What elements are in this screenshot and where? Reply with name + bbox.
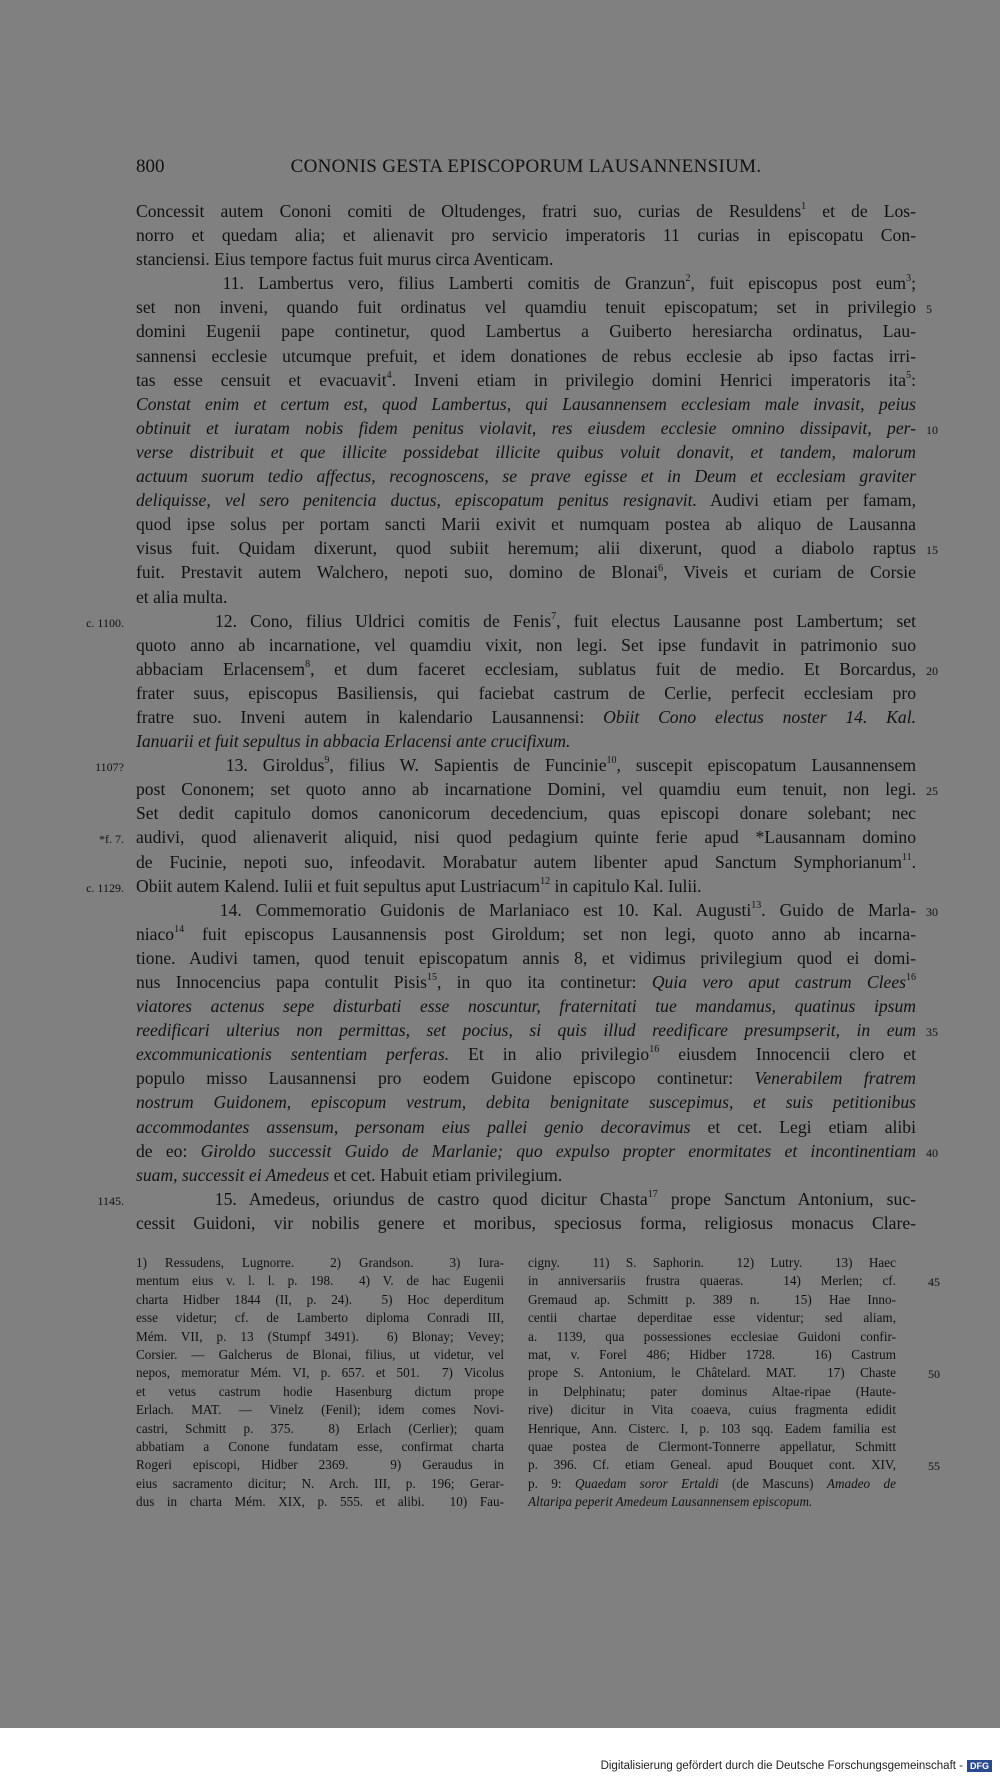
text-line xyxy=(136,850,916,874)
text-line xyxy=(86,609,916,633)
page-header xyxy=(136,156,916,184)
text-line-content: Set dedit capitulo domos canonicorum decedencium, quas episcopi donare solebant; nec xyxy=(136,803,916,824)
text-line-content: fratre suo. Inveni autem in kalendario Lausannensi: Obiit Cono electus noster 14. Kal. xyxy=(136,706,916,727)
text-line xyxy=(95,753,917,777)
funding-credit xyxy=(601,1760,992,1772)
text-line xyxy=(136,801,916,825)
footnote-line: a. 1139, qua possessiones ecclesiae Guidoni confir- xyxy=(528,1328,896,1344)
text-line-content: set non inveni, quando fuit ordinatus vel quamdiu tenuit episcopatum; set in privilegio xyxy=(136,297,916,318)
text-line-content: nus Innocencius papa contulit Pisis$^{15}$, in quo ita continetur: Quia vero aput castrum Clees$^{16}$ xyxy=(136,972,916,992)
text-line-content: populo misso Lausannensi pro eodem Guidone episcopo continetur: Venerabilem fratrem xyxy=(136,1068,916,1089)
text-line-content: Constat enim et certum est, quod Lambertus, qui Lausannensem ecclesiam male invasit, peius xyxy=(136,393,916,414)
text-line xyxy=(136,560,916,584)
text-line xyxy=(136,464,916,488)
text-line-content: audivi, quod alienaverit aliquid, nisi quod pedagium quinte ferie apud *Lausannam domino xyxy=(136,827,916,848)
text-line xyxy=(136,1090,916,1114)
footnote-line: castri, Schmitt p. 375. 8) Erlach (Cerlier); quam xyxy=(136,1420,504,1436)
text-line xyxy=(136,970,916,994)
text-line xyxy=(136,994,916,1018)
footnote-line: charta Hidber 1844 (II, p. 24). 5) Hoc deperditum xyxy=(136,1291,504,1307)
line-number: 10 xyxy=(926,422,938,437)
text-line-content: verse distribuit et que illicite possidebat illicite quibus voluit donavit, et tandem, malorum xyxy=(136,441,916,462)
text-line-content: Ianuarii et fuit sepultus in abbacia Erlacensi ante crucifixum. xyxy=(136,731,571,752)
margin-date: c. 1100. xyxy=(86,615,124,630)
line-number: 25 xyxy=(926,784,938,799)
text-line xyxy=(136,1139,938,1163)
text-line-content: niaco$^{14}$ fuit episcopus Lausannensis post Giroldum; set non legi, quoto anno ab incarna- xyxy=(136,923,916,944)
footnote-line: p. 9: Quaedam soror Ertaldi (de Mascuns) Amadeo de xyxy=(528,1475,896,1491)
text-line xyxy=(136,416,938,440)
text-line xyxy=(136,392,916,416)
text-line-content: tione. Audivi tamen, quod tenuit episcopatum annis 8, et vidimus privilegium quod ei domi- xyxy=(136,947,916,968)
footnote-line: mentum eius v. l. l. p. 198. 4) V. de hac Eugenii xyxy=(136,1273,504,1289)
text-line-content: visus fuit. Quidam dixerunt, quod subiit heremum; alii dixerunt, quod a diabolo raptus xyxy=(136,538,916,559)
text-line-content: quod ipse solus per portam sancti Marii exivit et numquam postea ab aliquo de Lausanna xyxy=(136,514,916,535)
text-line xyxy=(136,681,916,705)
footnote-line: et vetus castrum hodie Hasenburg dictum prope xyxy=(136,1383,504,1399)
text-line xyxy=(136,946,916,970)
footnote-line: in Delphinatu; pater dominus Altae-ripae (Haute- xyxy=(528,1383,896,1399)
line-number: 5 xyxy=(926,302,932,317)
text-line xyxy=(136,368,916,392)
line-number: 15 xyxy=(926,543,938,558)
text-line-content: nostrum Guidonem, episcopum vestrum, debita benignitate suscepimus, et suis petitionibus xyxy=(136,1092,916,1113)
text-line-content: Concessit autem Cononi comiti de Oltudenges, fratri suo, curias de Resuldens$^1$ et de Los- xyxy=(136,201,917,221)
footnote-line: rive) dicitur in Vita coaeva, cuius fragmenta edidit xyxy=(528,1402,896,1418)
margin-date: *f. 7. xyxy=(99,832,124,847)
footnote-line: eius sacramento dicitur; N. Arch. III, p. 196; Gerar- xyxy=(136,1475,504,1491)
footnote-line: Rogeri episcopi, Hidber 2369. 9) Geraudus in xyxy=(136,1457,504,1473)
text-line-content: abbaciam Erlacensem$^8$, et dum faceret ecclesiam, sublatus fuit de medio. Et Borcardus, xyxy=(136,658,916,679)
text-line xyxy=(136,247,916,271)
line-number: 30 xyxy=(926,904,938,919)
text-line xyxy=(97,1187,916,1211)
margin-date: 1145. xyxy=(97,1193,124,1208)
text-line xyxy=(136,295,932,319)
footnotes-left-column xyxy=(136,1254,504,1511)
text-line xyxy=(99,825,916,849)
running-title: CONONIS GESTA EPISCOPORUM LAUSANNENSIUM. xyxy=(290,156,762,177)
text-line-content: 12. Cono, filius Uldrici comitis de Fenis$^7$, fuit electus Lausanne post Lambertum; set xyxy=(136,610,916,631)
text-line-content: reedificari ulterius non permittas, set pocius, si quis illud reedificare presumpserit, in eum xyxy=(136,1020,916,1041)
text-line-content: frater suus, episcopus Basiliensis, qui faciebat castrum de Cerlie, perfecit ecclesiam pro xyxy=(136,682,916,703)
footnote-line: Altaripa peperit Amedeum Lausannensem episcopum. xyxy=(528,1494,813,1510)
line-number: 40 xyxy=(926,1145,938,1160)
text-line xyxy=(136,488,916,512)
text-line-content: viatores actenus sepe disturbati esse noscuntur, fraternitati tue mandamus, quatinus ipsum xyxy=(136,996,916,1017)
text-line xyxy=(136,1211,916,1235)
text-line-content: sannensi ecclesie utcumque prefuit, et idem donationes de rebus ecclesie ab ipso factas irri- xyxy=(136,345,916,366)
text-line-content: cessit Guidoni, vir nobilis genere et moribus, speciosus forma, religiosus monacus Clare- xyxy=(136,1212,916,1233)
text-line-content: deliquisse, vel sero penitencia ductus, episcopatum penitus resignavit. Audivi etiam per famam, xyxy=(136,490,916,511)
footnote-line: nepos, memoratur Mém. VI, p. 657. et 501. 7) Vicolus xyxy=(136,1365,504,1381)
text-line-content: obtinuit et iuratam nobis fidem penitus violavit, res eiusdem ecclesie omnino dissipavit, per- xyxy=(136,417,916,438)
footnote-line: Henrique, Ann. Cisterc. I, p. 103 sqq. Eadem familia est xyxy=(528,1420,896,1436)
text-line xyxy=(136,319,916,343)
line-number: 55 xyxy=(928,1459,940,1474)
text-line xyxy=(136,777,938,801)
text-line xyxy=(136,922,916,946)
text-line xyxy=(86,874,916,898)
text-line xyxy=(136,199,916,223)
text-line xyxy=(136,1042,916,1066)
text-line xyxy=(136,1018,938,1042)
text-line-content: de eo: Giroldo successit Guido de Marlanie; quo expulso propter enormitates et incontinentiam xyxy=(136,1140,916,1161)
text-line-content: quoto anno ab incarnatione, vel quamdiu vixit, non legi. Set ipse fundavit in patrimonio suo xyxy=(136,634,916,655)
text-line-content: stanciensi. Eius tempore factus fuit murus circa Aventicam. xyxy=(136,249,554,270)
dfg-logo: DFG xyxy=(967,1760,992,1772)
footnotes-right-column xyxy=(528,1254,940,1511)
text-line xyxy=(136,705,916,729)
text-line-content: de Fucinie, nepoti suo, infeodavit. Morabatur autem libenter apud Sanctum Symphorianum$^{11}$. xyxy=(136,851,916,872)
footnote-line: Mém. VII, p. 13 (Stumpf 3491). 6) Blonay; Vevey; xyxy=(136,1328,504,1344)
text-line-content: accommodantes assensum, personam eius pallei genio decoravimus et cet. Legi etiam alibi xyxy=(136,1116,916,1137)
footnote-line: in anniversariis frustra quaeras. 14) Merlen; cf. 45 xyxy=(528,1272,896,1290)
text-line-content: excommunicationis sententiam perferas. Et in alio privilegio$^{16}$ eiusdem Innocencii clero et xyxy=(136,1044,916,1065)
text-line-content: tas esse censuit et evacuavit$^4$. Inveni etiam in privilegio domini Henrici imperatoris ita$^5$: xyxy=(136,369,916,390)
text-line xyxy=(136,1066,916,1090)
footnote-line: Corsier. — Galcherus de Blonai, filius, ut videtur, vel xyxy=(136,1346,504,1362)
footnote-line: prope S. Antonium, le Châtelard. MAT. 17) Chaste 50 xyxy=(528,1364,896,1382)
footnote-line: abbatiam a Conone fundatam esse, confirmat charta xyxy=(136,1438,504,1454)
text-line xyxy=(136,657,938,681)
footnote-line: cigny. 11) S. Saphorin. 12) Lutry. 13) Haec xyxy=(528,1255,896,1270)
text-line-content: 14. Commemoratio Guidonis de Marlaniaco est 10. Kal. Augusti$^{13}$. Guido de Marla- xyxy=(136,899,916,920)
line-number: 35 xyxy=(926,1025,938,1040)
text-line-content: 15. Amedeus, oriundus de castro quod dicitur Chasta$^{17}$ prope Sanctum Antonium, suc- xyxy=(136,1188,916,1209)
text-line xyxy=(136,729,916,753)
main-text xyxy=(86,199,938,1235)
text-line-content: domini Eugenii pape continetur, quod Lambertus a Guiberto heresiarcha ordinatus, Lau- xyxy=(136,321,916,342)
text-line xyxy=(136,271,916,295)
text-line-content: post Cononem; set quoto anno ab incarnatione Domini, vel quamdiu eum tenuit, non legi. xyxy=(136,779,916,800)
footnote-line: dus in charta Mém. XIX, p. 555. et alibi. 10) Fau- xyxy=(136,1494,504,1510)
text-line-content: fuit. Prestavit autem Walchero, nepoti suo, domino de Blonai$^6$, Viveis et curiam de Corsie xyxy=(136,562,916,583)
line-number: 45 xyxy=(928,1275,940,1290)
text-line xyxy=(136,1163,916,1187)
text-line-content: norro et quedam alia; et alienavit pro servicio imperatoris 11 curias in episcopatu Con- xyxy=(136,225,916,246)
text-line-content: 13. Giroldus$^9$, filius W. Sapientis de Funcinie$^{10}$, suscepit episcopatum Lausannensem xyxy=(136,755,917,776)
footnote-line: p. 396. Cf. etiam Geneal. apud Bouquet cont. XIV, 55 xyxy=(528,1456,896,1474)
text-line xyxy=(136,585,916,609)
footnote-line: quae postea de Clermont-Tonnerre appellatur, Schmitt xyxy=(528,1438,896,1454)
text-line xyxy=(136,344,916,368)
text-line xyxy=(136,440,916,464)
text-line xyxy=(136,223,916,247)
text-line-content: actuum suorum tedio affectus, recognoscens, se prave egisse et in Deum et ecclesiam graviter xyxy=(136,466,916,487)
text-line xyxy=(136,536,938,560)
text-line xyxy=(136,1115,916,1139)
margin-date: c. 1129. xyxy=(86,880,124,895)
footnote-line: 1) Ressudens, Lugnorre. 2) Grandson. 3) Iura- xyxy=(136,1255,504,1270)
footnote-line: centii chartae deperditae esse videntur; sed aliam, xyxy=(528,1310,896,1326)
text-line-content: et alia multa. xyxy=(136,586,228,607)
line-number: 20 xyxy=(926,663,938,678)
text-line-content: Obiit autem Kalend. Iulii et fuit sepultus aput Lustriacum$^{12}$ in capitulo Kal. Iulii. xyxy=(136,875,702,896)
text-line xyxy=(136,512,916,536)
line-number: 50 xyxy=(928,1367,940,1382)
page-number: 800 xyxy=(136,156,165,177)
footnote-line: esse videtur; cf. de Lamberto diploma Conradi III, xyxy=(136,1310,504,1326)
margin-date: 1107? xyxy=(95,760,124,775)
footnote-line: Erlach. MAT. — Vinelz (Fenil); idem comes Novi- xyxy=(136,1402,504,1418)
text-line xyxy=(136,633,916,657)
footnote-line: mat, v. Forel 486; Hidber 1728. 16) Castrum xyxy=(528,1346,896,1362)
text-line xyxy=(136,898,938,922)
text-line-content: 11. Lambertus vero, filius Lamberti comitis de Granzun$^2$, fuit episcopus post eum$^3$; xyxy=(136,273,916,294)
credit-text: Digitalisierung gefördert durch die Deutsche Forschungsgemeinschaft - xyxy=(600,1760,963,1772)
text-line-content: suam, successit ei Amedeus et cet. Habuit etiam privilegium. xyxy=(136,1164,563,1185)
footnote-line: Gremaud ap. Schmitt p. 389 n. 15) Hae Inno- xyxy=(528,1291,896,1307)
